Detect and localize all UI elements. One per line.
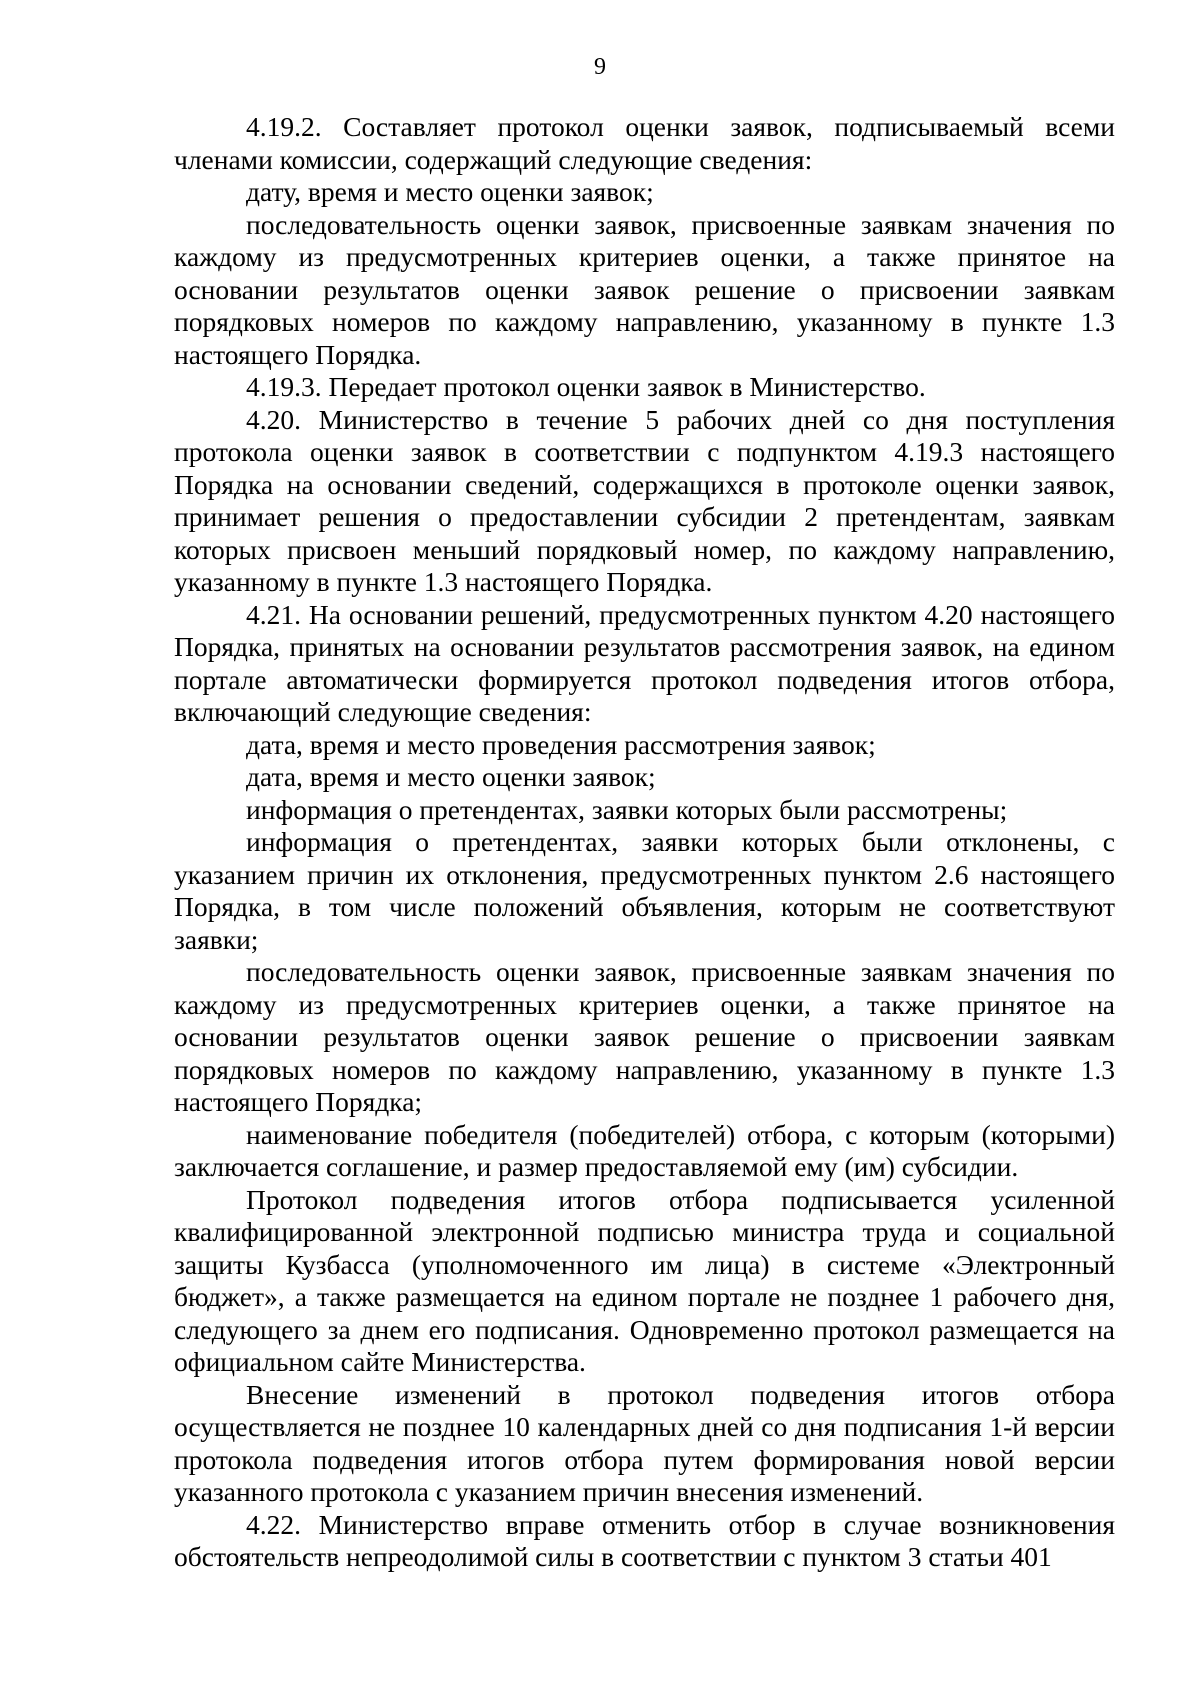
- paragraph-review-date: дата, время и место проведения рассмотрения заявок;: [246, 728, 876, 760]
- paragraph-protocol-amendments: Внесение изменений в протокол подведения итогов отбора осуществляется не позднее 10 календарных дней со дня подписания 1-й версии протокола подведения итогов отбора путем формирования новой версии указанного протокола с указанием причин внесения изменений.: [174, 1378, 1115, 1507]
- paragraph-evaluation-sequence: последовательность оценки заявок, присвоенные заявкам значения по каждому из предусмотренных критериев оценки, а также принятое на основании результатов оценки заявок решение о присвоении заявкам порядковых номеров по каждому направлению, указанному в пункте 1.3 настоящего Порядка.: [174, 208, 1115, 370]
- paragraph-4-20: 4.20. Министерство в течение 5 рабочих дней со дня поступления протокола оценки заявок в соответствии с подпунктом 4.19.3 настоящего Порядка на основании сведений, содержащихся в протоколе оценки заявок, принимает решения о предоставлении субсидии 2 претендентам, заявкам которых присвоен меньший порядковый номер, по каждому направлению, указанному в пункте 1.3 настоящего Порядка.: [174, 403, 1115, 597]
- document-body: [174, 111, 1115, 1574]
- page-number: 9: [594, 54, 606, 80]
- paragraph-evaluation-results: последовательность оценки заявок, присвоенные заявкам значения по каждому из предусмотренных критериев оценки, а также принятое на основании результатов оценки заявок решение о присвоении заявкам порядковых номеров по каждому направлению, указанному в пункте 1.3 настоящего Порядка;: [174, 956, 1115, 1117]
- paragraph-protocol-signing: Протокол подведения итогов отбора подписывается усиленной квалифицированной электронной подписью министра труда и социальной защиты Кузбасса (уполномоченного им лица) в системе «Электронный бюджет», а также размещается на едином портале не позднее 1 рабочего дня, следующего за днем его подписания. Одновременно протокол размещается на официальном сайте Министерства.: [174, 1183, 1115, 1377]
- paragraph-evaluation-date: дату, время и место оценки заявок;: [246, 176, 654, 207]
- paragraph-4-21: 4.21. На основании решений, предусмотренных пунктом 4.20 настоящего Порядка, принятых на основании результатов рассмотрения заявок, на едином портале автоматически формируется протокол подведения итогов отбора, включающий следующие сведения:: [174, 598, 1115, 727]
- paragraph-4-22: 4.22. Министерство вправе отменить отбор в случае возникновения обстоятельств непреодолимой силы в соответствии с пунктом 3 статьи 401: [174, 1508, 1115, 1572]
- paragraph-4-19-2: 4.19.2. Составляет протокол оценки заявок, подписываемый всеми членами комиссии, содержащий следующие сведения:: [174, 111, 1115, 175]
- paragraph-4-19-3: 4.19.3. Передает протокол оценки заявок в Министерство.: [246, 371, 926, 402]
- paragraph-winners: наименование победителя (победителей) отбора, с которым (которыми) заключается соглашение, и размер предоставляемой ему (им) субсидии.: [174, 1118, 1115, 1182]
- paragraph-assessment-date: дата, время и место оценки заявок;: [246, 761, 656, 792]
- paragraph-reviewed-applicants: информация о претендентах, заявки которых были рассмотрены;: [246, 793, 1008, 825]
- paragraph-rejected-applicants: информация о претендентах, заявки которых были отклонены, с указанием причин их отклонения, предусмотренных пунктом 2.6 настоящего Порядка, в том числе положений объявления, которым не соответствуют заявки;: [174, 826, 1115, 955]
